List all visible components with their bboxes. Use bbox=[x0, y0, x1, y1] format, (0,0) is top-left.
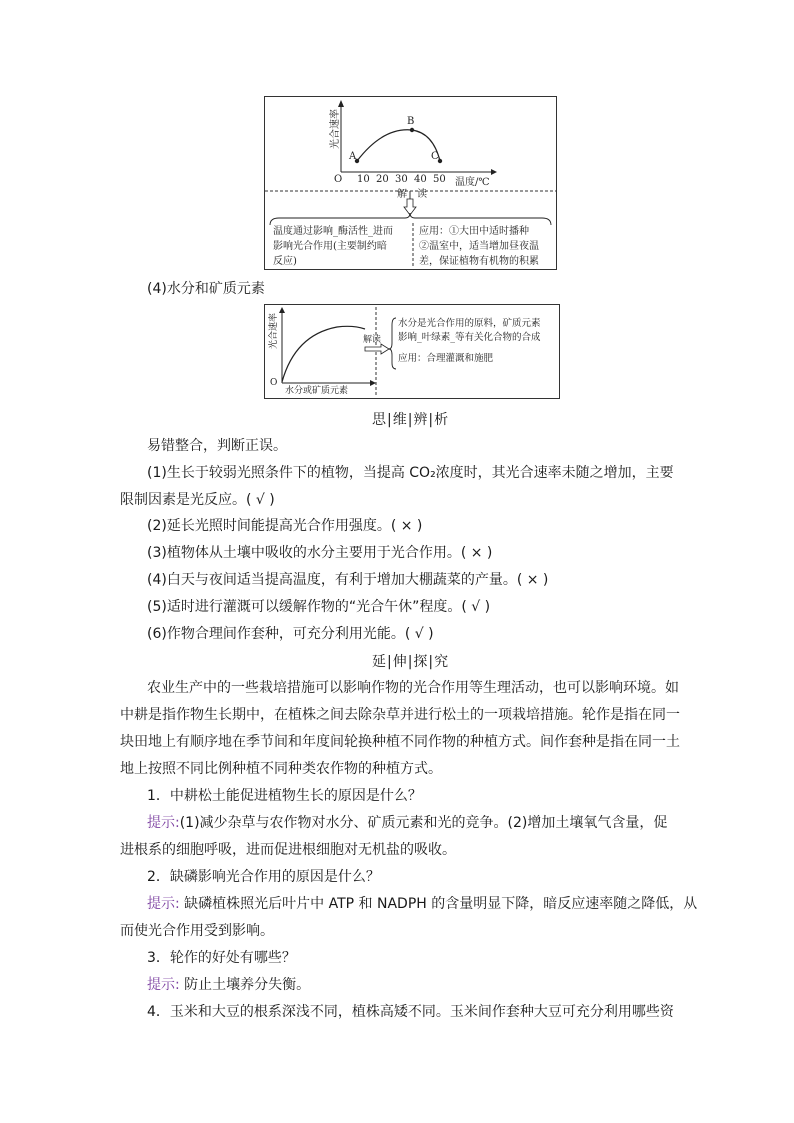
water-mineral-figure bbox=[264, 304, 560, 399]
tick-10: 10 bbox=[357, 174, 370, 185]
explanation-line-3: 反应) bbox=[273, 256, 297, 267]
tick-30: 30 bbox=[395, 174, 408, 185]
explanation-line-2: 影响光合作用(主要制约暗 bbox=[273, 241, 387, 252]
question-4: 4．玉米和大豆的根系深浅不同，植株高矮不同。玉米间作套种大豆可充分利用哪些资 bbox=[147, 1004, 674, 1020]
answer-2-line-2: 而使光合作用受到影响。 bbox=[120, 923, 274, 939]
judge-item-6: (6)作物合理间作套种，可充分利用光能。( √ ) bbox=[147, 626, 434, 642]
label-b: B bbox=[407, 116, 415, 127]
temperature-figure bbox=[264, 96, 557, 270]
tick-20: 20 bbox=[376, 174, 389, 185]
heading-yanshentanjiu: 延|伸|探|究 bbox=[372, 654, 450, 670]
fig2-y-label: 光合速率 bbox=[269, 312, 279, 349]
judge-item-2: (2)延长光照时间能提高光合作用强度。( × ) bbox=[147, 518, 423, 534]
question-3: 3．轮作的好处有哪些？ bbox=[147, 950, 296, 966]
answer-1-text: (1)减少杂草与农作物对水分、矿质元素和光的竞争。(2)增加土壤氧气含量，促 bbox=[179, 815, 668, 831]
application-line-1: 应用：①大田中适时播种 bbox=[419, 226, 529, 237]
question-2: 2．缺磷影响光合作用的原因是什么？ bbox=[147, 869, 380, 885]
answer-2-text: 缺磷植株照光后叶片中 ATP 和 NADPH 的含量明显下降，暗反应速率随之降低，从 bbox=[184, 896, 698, 912]
judge-item-1b: 限制因素是光反应。( √ ) bbox=[120, 492, 275, 508]
para-line-2: 中耕是指作物生长期中，在植株之间去除杂草并进行松土的一项栽培措施。轮作是指在同一 bbox=[120, 707, 680, 723]
label-c: C bbox=[431, 151, 439, 162]
intro-text: 易错整合，判断正误。 bbox=[147, 438, 287, 454]
x-axis-label: 温度/℃ bbox=[455, 177, 490, 188]
judge-item-4: (4)白天与夜间适当提高温度，有利于增加大棚蔬菜的产量。( × ) bbox=[147, 572, 549, 588]
section4-title: (4)水分和矿质元素 bbox=[147, 281, 265, 297]
water-line-1: 水分是光合作用的原料，矿质元素 bbox=[398, 318, 541, 329]
jiedu-du: 读 bbox=[417, 189, 427, 200]
y-axis-label: 光合速率 bbox=[330, 109, 341, 149]
water-line-2: 影响_叶绿素_等有关化合物的合成 bbox=[398, 332, 541, 343]
question-1: 1．中耕松土能促进植物生长的原因是什么？ bbox=[147, 788, 422, 804]
application-line-2: ②温室中，适当增加昼夜温 bbox=[419, 241, 539, 252]
temperature-explanation bbox=[273, 224, 393, 269]
answer-3 bbox=[147, 975, 310, 995]
tick-50: 50 bbox=[433, 174, 446, 185]
judge-item-5: (5)适时进行灌溉可以缓解作物的“光合午休”程度。( √ ) bbox=[147, 599, 491, 615]
hint-label: 提示: bbox=[147, 977, 180, 993]
origin-label: O bbox=[334, 174, 343, 185]
answer-1-line-1 bbox=[147, 813, 667, 833]
hint-label: 提示: bbox=[147, 896, 180, 912]
fig2-jiedu: 解读 bbox=[363, 335, 382, 345]
judge-item-3: (3)植物体从土壤中吸收的水分主要用于光合作用。( × ) bbox=[147, 545, 493, 561]
label-a: A bbox=[349, 151, 357, 162]
para-line-1: 农业生产中的一些栽培措施可以影响作物的光合作用等生理活动，也可以影响环境。如 bbox=[147, 680, 679, 696]
answer-2-line-1 bbox=[147, 894, 697, 914]
water-explanation bbox=[398, 317, 541, 366]
tick-40: 40 bbox=[414, 174, 427, 185]
temperature-application bbox=[419, 224, 539, 269]
fig2-origin: O bbox=[270, 378, 278, 388]
jiedu-jie: 解 bbox=[397, 189, 407, 200]
application-line-3: 差，保证植物有机物的积累 bbox=[419, 256, 539, 267]
hint-label: 提示: bbox=[147, 815, 180, 831]
point-b bbox=[410, 128, 414, 132]
fig2-x-label: 水分或矿质元素 bbox=[285, 386, 349, 396]
water-line-3: 应用：合理灌溉和施肥 bbox=[398, 353, 494, 364]
para-line-4: 地上按照不同比例种植不同种类农作物的种植方式。 bbox=[120, 761, 442, 777]
para-line-3: 块田地上有顺序地在季节间和年度间轮换种植不同作物的种植方式。间作套种是指在同一土 bbox=[120, 734, 680, 750]
judge-item-1a: (1)生长于较弱光照条件下的植物，当提高 CO₂浓度时，其光合速率未随之增加，主要 bbox=[147, 465, 674, 481]
explanation-line-1: 温度通过影响_酶活性_进而 bbox=[273, 226, 393, 237]
heading-siweibianxi: 思|维|辨|析 bbox=[372, 412, 450, 428]
answer-1-line-2: 进根系的细胞呼吸，进而促进根细胞对无机盐的吸收。 bbox=[120, 842, 456, 858]
answer-3-text: 防止土壤养分失衡。 bbox=[184, 977, 311, 993]
